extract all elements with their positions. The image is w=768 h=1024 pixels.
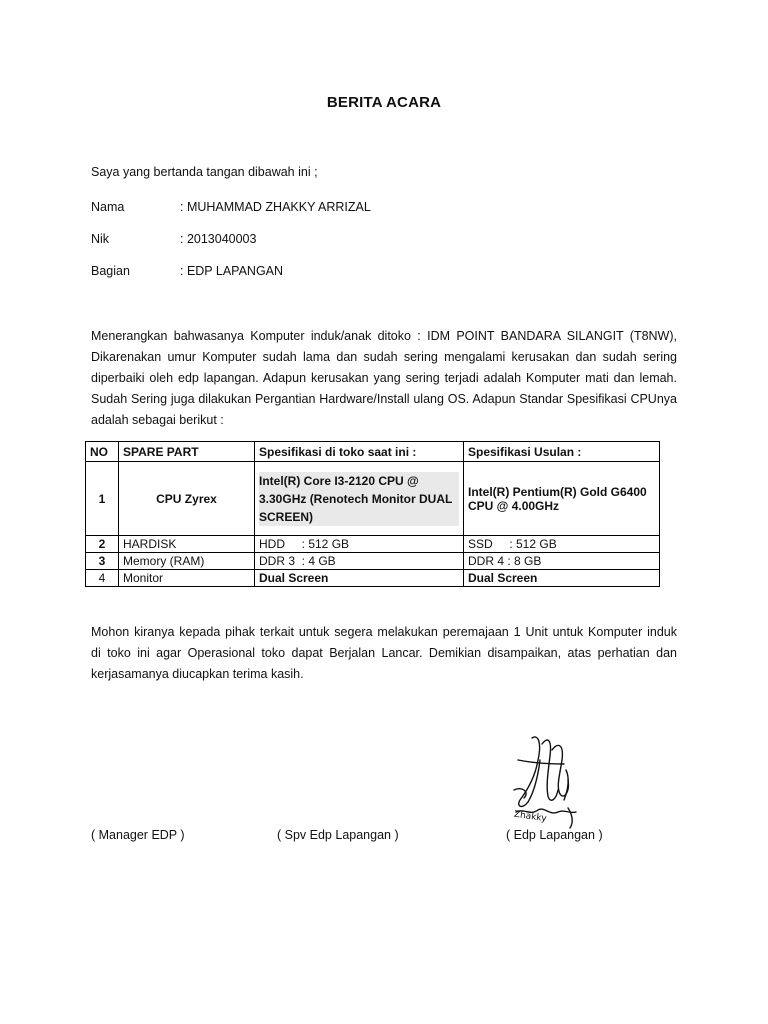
field-label-nama: Nama <box>91 200 125 214</box>
paragraph-line: kerjasamanya diucapkan terima kasih. <box>91 667 304 681</box>
field-value-nama: : MUHAMMAD ZHAKKY ARRIZAL <box>180 200 371 214</box>
cell-current <box>255 462 464 536</box>
paragraph-request <box>91 622 677 685</box>
cell-part: CPU Zyrex <box>119 462 255 536</box>
cell-part: HARDISK <box>119 536 255 553</box>
header-spare-part: SPARE PART <box>119 442 255 462</box>
table-row <box>86 462 660 536</box>
document-title: BERITA ACARA <box>326 94 442 111</box>
field-label-nik: Nik <box>91 232 110 246</box>
table-header-row <box>86 442 660 462</box>
table-row <box>86 553 660 570</box>
header-proposed-spec: Spesifikasi Usulan : <box>464 442 660 462</box>
signature-scribble-text: Zhakky <box>513 809 548 825</box>
cell-part: Monitor <box>119 570 255 587</box>
field-label-bagian: Bagian <box>91 264 130 278</box>
paragraph-line: Menerangkan bahwasanya Komputer induk/anak ditoko : IDM POINT BANDARA SILANGIT (T8NW), <box>91 329 677 343</box>
cell-no: 2 <box>86 536 119 553</box>
paragraph-line: diperbaiki oleh edp lapangan. Adapun kerusakan yang sering terjadi adalah Komputer mati dan lemah. <box>91 371 677 385</box>
handwritten-signature <box>508 730 598 830</box>
header-current-spec: Spesifikasi di toko saat ini : <box>255 442 464 462</box>
cell-proposed: Intel(R) Pentium(R) Gold G6400 CPU @ 4.00GHz <box>464 462 660 536</box>
cell-part: Memory (RAM) <box>119 553 255 570</box>
cell-no: 1 <box>86 462 119 536</box>
intro-text: Saya yang bertanda tangan dibawah ini ; <box>91 165 318 179</box>
paragraph-line: Mohon kiranya kepada pihak terkait untuk segera melakukan peremajaan 1 Unit untuk Komputer induk <box>91 625 677 639</box>
field-value-bagian: : EDP LAPANGAN <box>180 264 284 278</box>
field-value-nik: : 2013040003 <box>180 232 257 246</box>
highlighted-spec: Intel(R) Core I3-2120 CPU @ 3.30GHz (Renotech Monitor DUAL SCREEN) <box>259 472 459 526</box>
spec-table <box>85 441 660 587</box>
signatory-manager: ( Manager EDP ) <box>91 828 185 842</box>
table-row <box>86 570 660 587</box>
paragraph-line: Sudah Sering juga dilakukan Pergantian Hardware/Install ulang OS. Adapun Standar Spesifikasi CPUnya <box>91 392 677 406</box>
cell-proposed: SSD : 512 GB <box>464 536 660 553</box>
paragraph-statement <box>91 326 677 431</box>
cell-current: HDD : 512 GB <box>255 536 464 553</box>
cell-proposed: DDR 4 : 8 GB <box>464 553 660 570</box>
paragraph-line: di toko ini agar Operasional toko dapat Berjalan Lancar. Demikian disampaikan, atas perhatian dan <box>91 646 677 660</box>
paragraph-line: Dikarenakan umur Komputer sudah lama dan sudah sering mengalami kerusakan dan sudah sering <box>91 350 677 364</box>
signatory-spv: ( Spv Edp Lapangan ) <box>277 828 399 842</box>
table-row <box>86 536 660 553</box>
cell-no: 3 <box>86 553 119 570</box>
cell-current: DDR 3 : 4 GB <box>255 553 464 570</box>
header-no: NO <box>86 442 119 462</box>
cell-proposed: Dual Screen <box>464 570 660 587</box>
signatory-edp: ( Edp Lapangan ) <box>506 828 603 842</box>
cell-no: 4 <box>86 570 119 587</box>
paragraph-line: adalah sebagai berikut : <box>91 413 224 427</box>
cell-current: Dual Screen <box>255 570 464 587</box>
